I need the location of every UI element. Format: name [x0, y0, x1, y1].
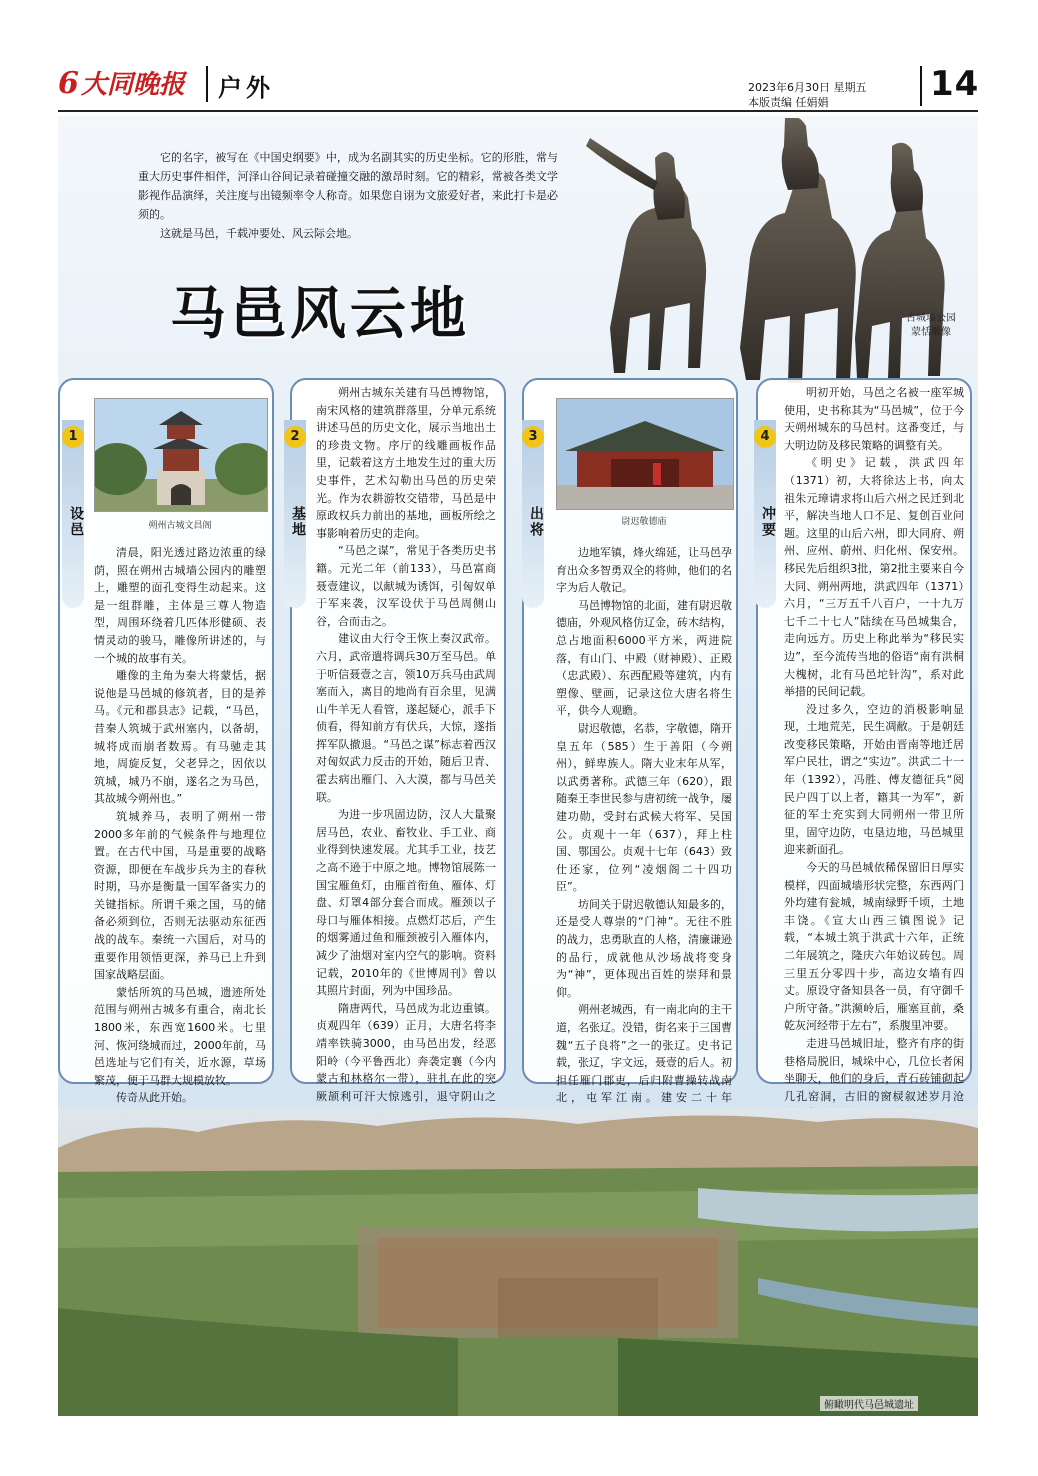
intro-paragraph: 它的名字，被写在《中国史纲要》中，成为名副其实的历史坐标。它的形胜，常与重大历史事件相伴，河泽山谷间记录着碰撞交融的激昂时刻。它的精彩，常被各类文学影视作品演绎，关注度与出镜频率令人称奇。如果您自诩为文旅爱好者，来此打卡是必须的。 — [138, 151, 558, 221]
masthead-rule — [58, 110, 978, 112]
column-4-body — [784, 384, 964, 1211]
column-4-paragraph: 今天的马邑城依稀保留旧日厚实模样，四面城墙形状完整，东西两门外均建有瓮城，城南绿野千顷，土地丰饶。《宣大山西三镇图说》记载，“本城土筑于洪武十六年，正统二年展筑之，隆庆六年始议砖包。周三里五分零四十步，高边女墙有四丈。原设守备知县各一员，有守御千户所守备。”洪濒岭后，雁塞亘前，桑乾灰河经带于左右”，系腹里冲要。 — [784, 861, 964, 1033]
column-4-paragraph: 《明史》记载，洪武四年（1371）初，大将徐达上书，向太祖朱元璋请求将山后六州之民迁到北平，解决当地人口不足、复创百业问题。这里的山后六州，即大同府、朔州、应州、蔚州、归化州、保安州。移民先后组织3批，第2批主要来自今大同、朔州两地，洪武四年（1371）六月，“三万五千八百户，一十九万七千二十七人”陆续在马邑城集合，走向远方。历史上称此举为“移民实边”，至今流传当地的俗语“南有洪桐大槐树，北有马邑坨针沟”，系对此举措的民间记载。 — [784, 456, 964, 699]
column-3-body — [556, 544, 732, 1160]
intro-text — [138, 148, 558, 243]
column-4-paragraph: 没过多久，空边的消极影响显现，土地荒芜，民生凋敝。于是朝廷改变移民策略，开始由晋南等地迁居军户民壮，谓之“实边”。洪武二十一年（1392），冯胜、傅友德征兵“阅民户四丁以上者，籍其一为军”，新征的军士充实到大同朔州一带卫所里，固守边防，屯垦边地，马邑城里迎来新面孔。 — [784, 702, 964, 857]
column-2-paragraph: 朔州古城东关建有马邑博物馆，南宋风格的建筑群落里，分单元系统讲述马邑的历史文化，展示当地出土的珍贵文物。序厅的线雕画板作品里，记载着这方土地发生过的重大历史事件，艺术勾勒出马邑的历史荣光。作为农耕游牧交错带，马邑是中原政权兵力前出的基地，画板所绘之事影响着历史的走向。 — [316, 386, 496, 540]
masthead-divider — [206, 66, 208, 102]
page-headline: 马邑风云地 — [170, 281, 470, 347]
column-2-number-badge: 2 — [284, 426, 306, 448]
column-4-title: 冲要 — [760, 506, 776, 538]
page-number: 14 — [930, 64, 980, 104]
column-1-paragraph: 筑城养马，表明了朔州一带2000多年前的气候条件与地理位置。在古代中国，马是重要的战略资源，即便在车战步兵为主的春秋时期，马亦是衡量一国军备实力的关键指标。所谓千乘之国，马的储备必须到位，否则无法驱动东征西战的战车。秦统一六国后，对马的重要作用领悟更深，养马已上升到国家战略层面。 — [94, 809, 266, 982]
statue-caption-line: 古城墙公园 — [906, 313, 956, 324]
column-3-photo-caption: 尉迟敬德庙 — [621, 517, 667, 527]
page-number-divider — [920, 66, 922, 106]
column-1-title: 设邑 — [68, 506, 84, 538]
masthead — [58, 62, 978, 110]
intro-paragraph: 这就是马邑，千载冲要处、风云际会地。 — [160, 227, 358, 240]
column-2-title: 基地 — [290, 506, 306, 538]
statue-caption-line: 蒙恬雕像 — [911, 327, 951, 338]
column-3-paragraph: 朔州老城西，有一南北向的主干道，名张辽。没错，街名来于三国曹魏“五子良将”之一的张辽。史书记载，张辽，字文远，聂壹的后人。初担任雁门郡吏，后归附曹操转战南北，屯军江南。建安二十年 — [556, 1003, 732, 1105]
column-3-paragraph: 马邑博物馆的北面，建有尉迟敬德庙，外观风格仿辽金，砖木结构，总占地面积6000平方米，两进院落，有山门、中殿（财神殿）、正殿（忠武殿）、东西配殿等建筑，内有塑像、壁画，记录这位大唐名将生平，供今人观瞻。 — [556, 598, 732, 718]
section-title: 户外 — [218, 74, 274, 102]
column-1-photo-caption: 朔州古城文昌阁 — [148, 521, 212, 531]
column-1-paragraph: 传奇从此开始。 — [116, 1091, 193, 1105]
statue-caption — [906, 312, 956, 340]
column-4-paragraph: 走进马邑城旧址，整齐有序的街巷格局脱旧，城垛中心，几位长者闲坐聊天，他们的身后，青石砖铺砌起几孔窑洞，古旧的窗棂叙述岁月沧 — [784, 1036, 964, 1103]
column-1-paragraph: 雕像的主角为秦大将蒙恬，据说他是马邑城的修筑者，目的是养马。《元和郡县志》记载，“马邑，昔秦人筑城于武州塞内，以备胡，城将成而崩者数焉。有马驰走其地，周旋反复，父老异之，因依以筑城，城乃不崩，遂名之为马邑，其故城今朔州也。” — [94, 669, 266, 806]
issue-date: 2023年6月30日 星期五 — [748, 81, 867, 94]
column-3-paragraph: 边地军镇，烽火绵延，让马邑孕育出众多智勇双全的将帅，他们的名字为后人敬记。 — [556, 546, 732, 595]
column-3-paragraph: 尉迟敬德，名恭，字敬德，隋开皇五年（585）生于善阳（今朔州），鲜卑族人。隋大业末年从军，以武勇著称。武德三年（620），跟随秦王李世民参与唐初统一战争，屡建功勋，受封右武候大将军、吴国公。贞观十一年（637），拜上柱国、鄂国公。贞观十七年（643）致仕还家，位列“凌烟阁二十四功臣”。 — [556, 721, 732, 894]
column-4-number-badge: 4 — [754, 426, 776, 448]
panorama-caption: 俯瞰明代马邑城遗址 — [820, 1396, 918, 1411]
column-1-number-badge: 1 — [62, 426, 84, 448]
temple-photo — [556, 398, 734, 510]
newspaper-logo: 6大同晚报 — [58, 66, 185, 101]
column-2-paragraph: 隋唐两代，马邑成为北边重镇。贞观四年（639）正月，大唐名将李靖率铁骑3000，由马邑出发，经恶阳岭（今平鲁西北）奔袭定襄（今内蒙古和林格尔一带），驻扎在此的突厥颉利可汗大惊逃引，退守阴山之 — [316, 1001, 496, 1103]
column-2-paragraph: 为进一步巩固边防，汉人大量聚居马邑，农业、畜牧业、手工业、商业得到快速发展。尤其手工业，技艺之高不逊于中原之地。博物馆展陈一国宝雁鱼灯，由雁首衔鱼、雁体、灯盘、灯罩4部分套合而成。雁颈以子母口与雁体相接。点燃灯芯后，产生的烟雾通过鱼和雁颈被引入雁体内，减少了油烟对室内空气的影响。资料记载，2010年的《世博周刊》曾以其照片封面，列为中国珍品。 — [316, 808, 496, 998]
column-3-number-badge: 3 — [522, 426, 544, 448]
column-2-body — [316, 384, 496, 1211]
column-3-paragraph: 坊间关于尉迟敬德认知最多的，还是受人尊崇的“门神”。无往不胜的战力，忠勇耿直的人格，清廉谦逊的品行，成就他从沙场战将变身为“神”，更体现出百姓的崇拜和景仰。 — [556, 897, 732, 999]
column-4-paragraph: 明初开始，马邑之名被一座军城使用，史书称其为“马邑城”，位于今天朔州城东的马邑村。这番变迁，与大明边防及移民策略的调整有关。 — [784, 386, 964, 452]
date-editor-block — [748, 80, 867, 110]
column-1-paragraph: 清晨，阳光透过路边浓重的绿荫，照在朔州古城墙公园内的雕塑上，雕塑的面孔变得生动起来。这是一组群雕，主体是三尊人物造型，周围环绕着几匹体形健硕、表情灵动的骏马，雕像所讲述的，与一个城的故事有关。 — [94, 546, 266, 665]
aerial-panorama-photo — [58, 1108, 978, 1416]
tower-photo — [94, 398, 268, 512]
statue-photo — [570, 118, 970, 390]
column-1-paragraph: 蒙恬所筑的马邑城，遗迹所处范围与朔州古城多有重合，南北长1800米，东西宽1600米。七里河、恢河绕城而过，2000年前，马邑选址与它们有关，近水源，草场繁茂，便于马群大规模放牧。 — [94, 985, 266, 1087]
column-2-paragraph: “马邑之谋”，常见于各类历史书籍。元光二年（前133），马邑富商聂壹建议，以献城为诱饵，引匈奴单于军来袭，汉军设伏于马邑周侧山谷，合而击之。 — [316, 544, 496, 628]
column-1-body — [94, 544, 266, 1107]
editor-credit: 本版责编 任娟娟 — [748, 96, 829, 109]
column-2-paragraph: 建议由大行令王恢上奏汉武帝。六月，武帝遣将调兵30万至马邑。单于听信聂壹之言，领10万兵马由武周塞而入，离目的地尚有百余里，见满山牛羊无人看管，遂起疑心，派手下侦看，得知前方有伏兵，大惊，遂指挥军队撤退。“马邑之谋”标志着西汉对匈奴武力反击的开始，随后卫青、霍去病出雁门、入大漠，都与马邑关联。 — [316, 632, 496, 804]
column-3-title: 出将 — [528, 506, 544, 538]
